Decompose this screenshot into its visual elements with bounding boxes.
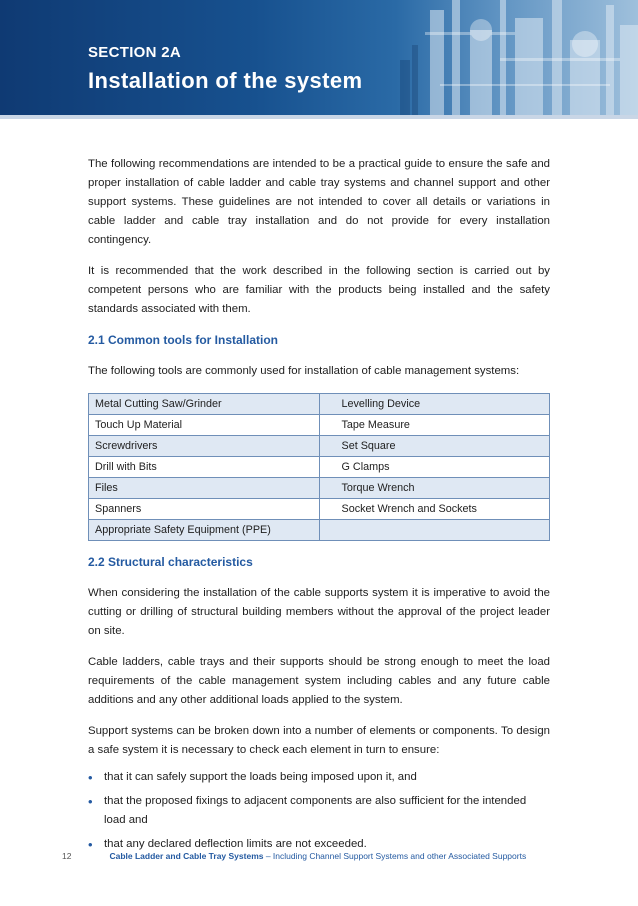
page-number: 12 <box>62 851 72 861</box>
table-row <box>89 457 550 478</box>
table-row <box>89 499 550 520</box>
section-label: SECTION 2A <box>88 44 182 61</box>
structural-heading: 2.2 Structural characteristics <box>88 555 253 569</box>
table-row <box>89 520 550 541</box>
table-row <box>89 394 550 415</box>
list-item <box>88 768 550 787</box>
bullet-icon: • <box>88 837 93 852</box>
table-cell: G Clamps <box>319 457 550 478</box>
bullet-icon: • <box>88 794 93 809</box>
table-cell: Metal Cutting Saw/Grinder <box>89 394 320 415</box>
banner-divider <box>0 115 638 119</box>
page-footer <box>62 851 550 861</box>
intro-paragraph-2: It is recommended that the work described in the following section is carried out by competent persons who are familiar with the products being installed and the safety standards associated with them. <box>88 265 550 315</box>
table-row <box>89 436 550 457</box>
table-cell: Files <box>89 478 320 499</box>
table-cell: Set Square <box>319 436 550 457</box>
header-banner <box>0 0 638 115</box>
table-cell: Appropriate Safety Equipment (PPE) <box>89 520 320 541</box>
bullet-icon: • <box>88 770 93 785</box>
page-title: Installation of the system <box>88 68 363 93</box>
page-content <box>88 155 550 859</box>
footer-title: Cable Ladder and Cable Tray Systems <box>109 851 264 861</box>
requirements-list <box>88 768 550 854</box>
list-item <box>88 792 550 830</box>
table-cell: Spanners <box>89 499 320 520</box>
table-cell: Socket Wrench and Sockets <box>319 499 550 520</box>
footer-subtitle: – Including Channel Support Systems and other Associated Supports <box>263 851 527 861</box>
structural-paragraph-3: Support systems can be broken down into a number of elements or components. To design a safe system it is necessary to check each element in turn to ensure: <box>88 725 550 756</box>
table-cell: Screwdrivers <box>89 436 320 457</box>
tools-table <box>88 393 550 541</box>
table-cell: Torque Wrench <box>319 478 550 499</box>
table-cell: Drill with Bits <box>89 457 320 478</box>
list-item-text: that the proposed fixings to adjacent components are also sufficient for the intended load and <box>104 795 527 826</box>
table-cell: Levelling Device <box>319 394 550 415</box>
intro-paragraph-1: The following recommendations are intended to be a practical guide to ensure the safe and proper installation of cable ladder and cable tray systems and channel support and other support systems. These guidelines are not intended to cover all details or variations in cable ladder and cable tray installation and do not provide for every installation contingency. <box>88 158 550 246</box>
list-item-text: that it can safely support the loads being imposed upon it, and <box>104 771 417 783</box>
table-cell: Touch Up Material <box>89 415 320 436</box>
table-row <box>89 478 550 499</box>
table-cell <box>319 520 550 541</box>
tools-heading: 2.1 Common tools for Installation <box>88 333 279 347</box>
structural-paragraph-1: When considering the installation of the cable supports system it is imperative to avoid the cutting or drilling of structural building members without the approval of the project leader on site. <box>88 587 550 637</box>
list-item-text: that any declared deflection limits are not exceeded. <box>104 838 367 850</box>
table-row <box>89 415 550 436</box>
structural-paragraph-2: Cable ladders, cable trays and their supports should be strong enough to meet the load requirements of the cable management system including cables and any future cable additions and any other additional loads applied to the system. <box>88 656 550 706</box>
table-cell: Tape Measure <box>319 415 550 436</box>
tools-intro: The following tools are commonly used for installation of cable management systems: <box>88 365 520 377</box>
